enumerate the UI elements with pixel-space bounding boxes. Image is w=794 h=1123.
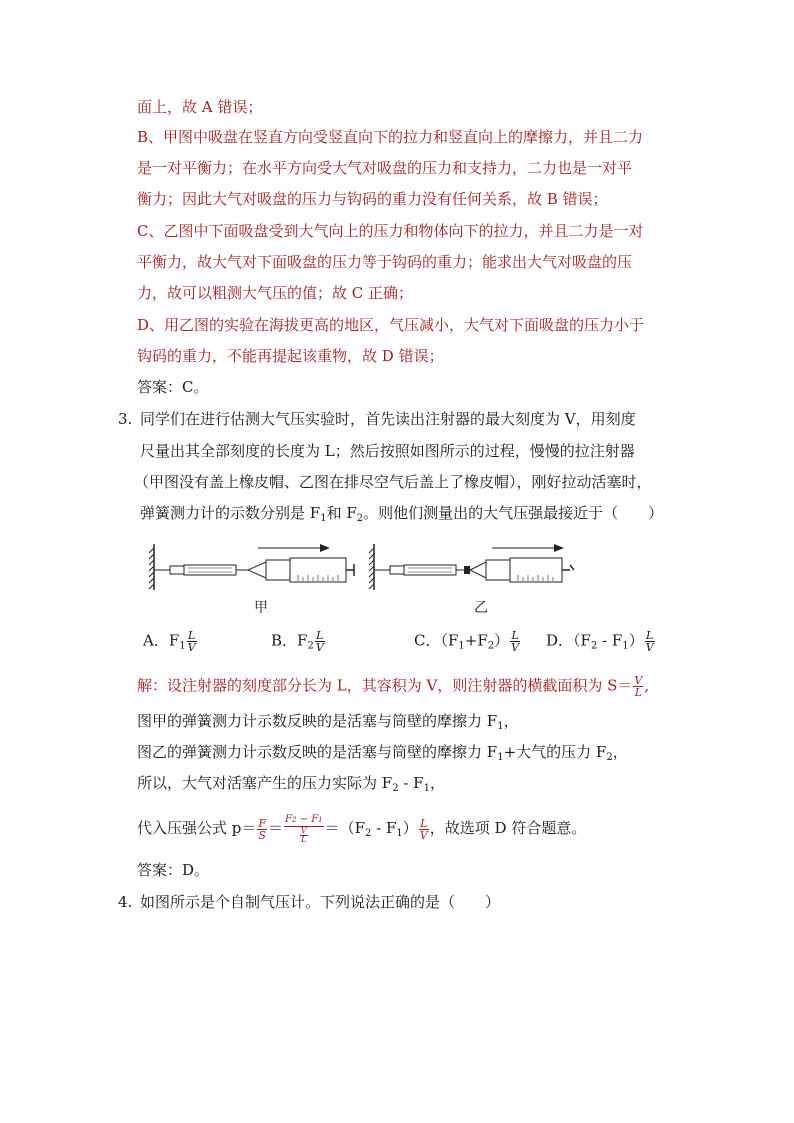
- figure-b-apparatus: [368, 538, 578, 594]
- figure-a-apparatus: [148, 538, 358, 594]
- solution-formula: 代入压强公式 p＝ $\frac{F}{S}$ ＝ $\frac{F2 - F1}{\frac{V}{L}}$ $=(F_2 - F_1)$ $\frac{L}{V}$ ，故选项 D 符合题意。: [137, 814, 587, 844]
- solution-line: D、用乙图的实验在海拔更高的地区，气压减小，大气对下面吸盘的压力小于: [137, 316, 645, 334]
- question-number: 4.: [118, 893, 133, 911]
- question-text: 尺量出其全部刻度的长度为 L；然后按照如图所示的过程，慢慢的拉注射器: [140, 442, 635, 460]
- question-text: 如图所示是个自制气压计。下列说法正确的是（ ）: [140, 893, 501, 911]
- figure-label-b: 乙: [474, 600, 488, 616]
- question-text: 弹簧测力计的示数分别是 $F_1$和 $F_2$。则他们测量出的大气压强最接近于（ ）: [140, 504, 664, 524]
- solution-line: 钩码的重力，不能再提起该重物，故 D 错误；: [137, 347, 444, 365]
- question-number: 3.: [118, 410, 133, 428]
- solution-line: 力，故可以粗测大气压的值；故 C 正确；: [137, 284, 414, 302]
- answer-line: 答案：D。: [137, 861, 210, 879]
- solution-line: 所以，大气对活塞产生的压力实际为 $F_2 - F_1$，: [137, 774, 445, 794]
- solution-line: 衡力；因此大气对吸盘的压力与钩码的重力没有任何关系，故 B 错误；: [137, 190, 608, 208]
- solution-line: B、甲图中吸盘在竖直方向受竖直向下的拉力和竖直向上的摩擦力，并且二力: [137, 128, 644, 146]
- solution-line: 解：设注射器的刻度部分长为 L，其容积为 V，则注射器的横截面积为 S＝ $\frac{V}{L}$ ,: [137, 674, 650, 699]
- solution-line: 图甲的弹簧测力计示数反映的是活塞与筒壁的摩擦力 $F_1$，: [137, 712, 519, 732]
- solution-line: C、乙图中下面吸盘受到大气向上的压力和物体向下的拉力，并且二力是一对: [137, 222, 644, 240]
- option-b[interactable]: B．$F_2$ $\frac{L}{V}$: [271, 629, 324, 654]
- option-d[interactable]: D．$(F_2 - F_1)$ $\frac{L}{V}$: [546, 629, 654, 654]
- solution-line: 平衡力，故大气对下面吸盘的压力等于钩码的重力；能求出大气对吸盘的压: [137, 253, 633, 271]
- option-a[interactable]: A．$F_1$ $\frac{L}{V}$: [143, 629, 196, 654]
- solution-line: 面上，故 A 错误；: [137, 98, 263, 116]
- solution-line: 是一对平衡力；在水平方向受大气对吸盘的压力和支持力，二力也是一对平: [137, 159, 633, 177]
- question-text: 同学们在进行估测大气压实验时，首先读出注射器的最大刻度为 V，用刻度: [140, 410, 636, 428]
- option-c[interactable]: C．$(F_1+F_2)$ $\frac{L}{V}$: [414, 629, 520, 654]
- question-text: （甲图没有盖上橡皮帽、乙图在排尽空气后盖上了橡皮帽），刚好拉动活塞时，: [134, 473, 652, 491]
- figure-label-a: 甲: [254, 600, 268, 616]
- answer-line: 答案：C。: [137, 378, 209, 396]
- solution-line: 图乙的弹簧测力计示数反映的是活塞与筒壁的摩擦力 $F_1+$大气的压力 $F_2$，: [137, 743, 628, 763]
